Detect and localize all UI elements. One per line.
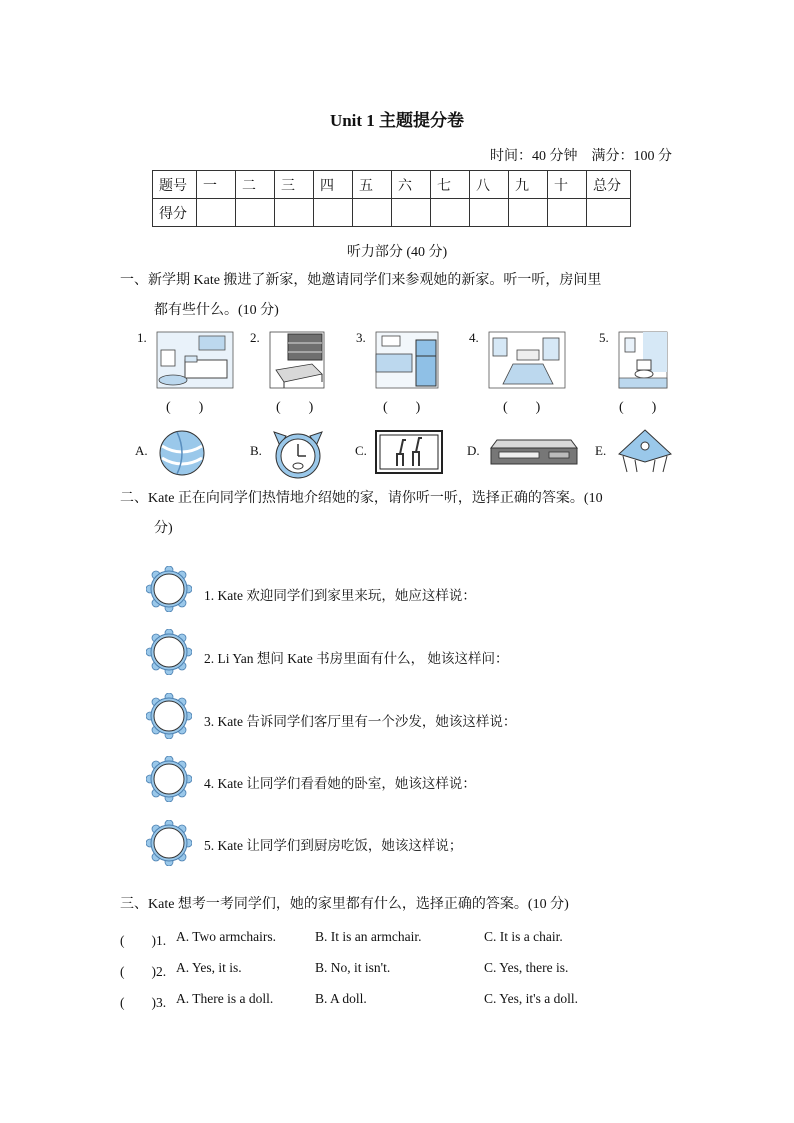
score-header-cell: 八	[470, 171, 509, 199]
score-header-cell: 六	[392, 171, 431, 199]
score-input-cell[interactable]	[470, 199, 509, 227]
study-illustration	[268, 330, 326, 390]
kitchen-illustration	[374, 330, 440, 390]
question-2-item: 1. Kate 欢迎同学们到家里来玩，她应这样说：	[204, 588, 476, 603]
score-header-cell: 四	[314, 171, 353, 199]
option-label: E.	[595, 443, 607, 458]
section-subtitle: 听力部分 (40 分)	[346, 245, 448, 260]
option-label: B.	[250, 443, 262, 458]
option-a-text: A. Yes, it is.	[176, 960, 242, 975]
picture-number: 1.	[137, 330, 147, 345]
answer-paren[interactable]: ( )	[503, 400, 541, 415]
score-header-cell: 九	[509, 171, 548, 199]
room-picture-kitchen	[356, 330, 454, 390]
option-a	[135, 428, 215, 478]
page-title: Unit 1 主题提分卷	[329, 111, 465, 130]
picture-number: 2.	[250, 330, 260, 345]
answer-paren[interactable]: ( )	[619, 400, 657, 415]
option-b-text: B. No, it isn't.	[315, 960, 391, 975]
ball-icon	[157, 428, 207, 478]
answer-flower-icon[interactable]	[146, 820, 192, 866]
answer-flower-icon[interactable]	[146, 693, 192, 739]
bathroom-illustration	[617, 330, 669, 390]
picture-number: 4.	[469, 330, 479, 345]
question-3-line: 三、Kate 想考一考同学们，她的家里都有什么，选择正确的答案。(10 分)	[120, 897, 569, 912]
question-2-item: 4. Kate 让同学们看看她的卧室，她该这样说：	[204, 776, 476, 791]
question-2-item: 3. Kate 告诉同学们客厅里有一个沙发，她该这样说：	[204, 714, 517, 729]
option-a-text: A. Two armchairs.	[176, 929, 277, 944]
score-input-cell[interactable]	[236, 199, 275, 227]
score-input-cell[interactable]	[587, 199, 631, 227]
question-1-line1: 一、新学期 Kate 搬进了新家，她邀请同学们来参观她的新家。听一听，房间里	[120, 273, 602, 288]
question-2-item: 2. Li Yan 想问 Kate 书房里面有什么， 她该这样问：	[204, 651, 509, 666]
score-header-cell: 二	[236, 171, 275, 199]
answer-flower-icon[interactable]	[146, 629, 192, 675]
exam-meta: 时间：40 分钟 满分：100 分	[490, 149, 672, 164]
answer-paren[interactable]: ( )	[383, 400, 421, 415]
score-input-cell[interactable]	[275, 199, 314, 227]
bedroom-illustration	[155, 330, 235, 390]
picture-number: 3.	[356, 330, 366, 345]
score-header-cell: 五	[353, 171, 392, 199]
option-b	[250, 428, 340, 478]
giraffe-picture-icon	[375, 430, 443, 474]
score-input-cell[interactable]	[548, 199, 587, 227]
score-header-cell: 七	[431, 171, 470, 199]
score-header-cell: 一	[197, 171, 236, 199]
score-table-header-row	[153, 171, 631, 199]
option-b-text: B. It is an armchair.	[315, 929, 422, 944]
score-input-cell[interactable]	[197, 199, 236, 227]
question-3	[120, 890, 680, 920]
score-header-cell: 十	[548, 171, 587, 199]
picture-number: 5.	[599, 330, 609, 345]
score-header-cell: 总分	[587, 171, 631, 199]
option-c-text: C. It is a chair.	[484, 929, 563, 944]
option-c-text: C. Yes, it's a doll.	[484, 991, 578, 1006]
option-d	[467, 428, 587, 478]
option-e	[595, 428, 675, 478]
living-room-illustration	[487, 330, 567, 390]
answer-paren[interactable]: ( )2.	[120, 964, 167, 979]
answer-paren[interactable]: ( )1.	[120, 933, 167, 948]
clock-icon	[270, 426, 326, 480]
question-2	[120, 484, 680, 544]
answer-paren[interactable]: ( )3.	[120, 995, 167, 1010]
score-input-cell[interactable]	[392, 199, 431, 227]
question-1-line2: 都有些什么。(10 分)	[154, 303, 279, 318]
question-1	[120, 266, 680, 326]
option-b-text: B. A doll.	[315, 991, 367, 1006]
question-2-line2: 分)	[154, 521, 173, 536]
room-picture-study	[250, 330, 348, 390]
answer-flower-icon[interactable]	[146, 756, 192, 802]
room-picture-living-room	[469, 330, 567, 390]
score-input-cell[interactable]	[509, 199, 548, 227]
option-c-text: C. Yes, there is.	[484, 960, 569, 975]
option-label: A.	[135, 443, 148, 458]
score-input-cell[interactable]	[353, 199, 392, 227]
score-header-cell: 三	[275, 171, 314, 199]
room-picture-bathroom	[599, 330, 697, 390]
score-input-cell[interactable]	[314, 199, 353, 227]
score-header-cell: 题号	[153, 171, 197, 199]
question-2-item: 5. Kate 让同学们到厨房吃饭，她该这样说；	[204, 838, 463, 853]
dvd-player-icon	[489, 436, 579, 468]
kite-icon	[617, 428, 673, 474]
option-a-text: A. There is a doll.	[176, 991, 274, 1006]
score-table	[152, 170, 631, 227]
room-picture-bedroom	[137, 330, 235, 390]
option-label: D.	[467, 443, 480, 458]
score-row-label: 得分	[153, 199, 197, 227]
question-2-line1: 二、Kate 正在向同学们热情地介绍她的家，请你听一听，选择正确的答案。(10	[120, 491, 603, 506]
option-label: C.	[355, 443, 367, 458]
score-input-cell[interactable]	[431, 199, 470, 227]
answer-paren[interactable]: ( )	[276, 400, 314, 415]
score-table-score-row	[153, 199, 631, 227]
answer-paren[interactable]: ( )	[166, 400, 204, 415]
option-c	[355, 428, 455, 478]
answer-flower-icon[interactable]	[146, 566, 192, 612]
